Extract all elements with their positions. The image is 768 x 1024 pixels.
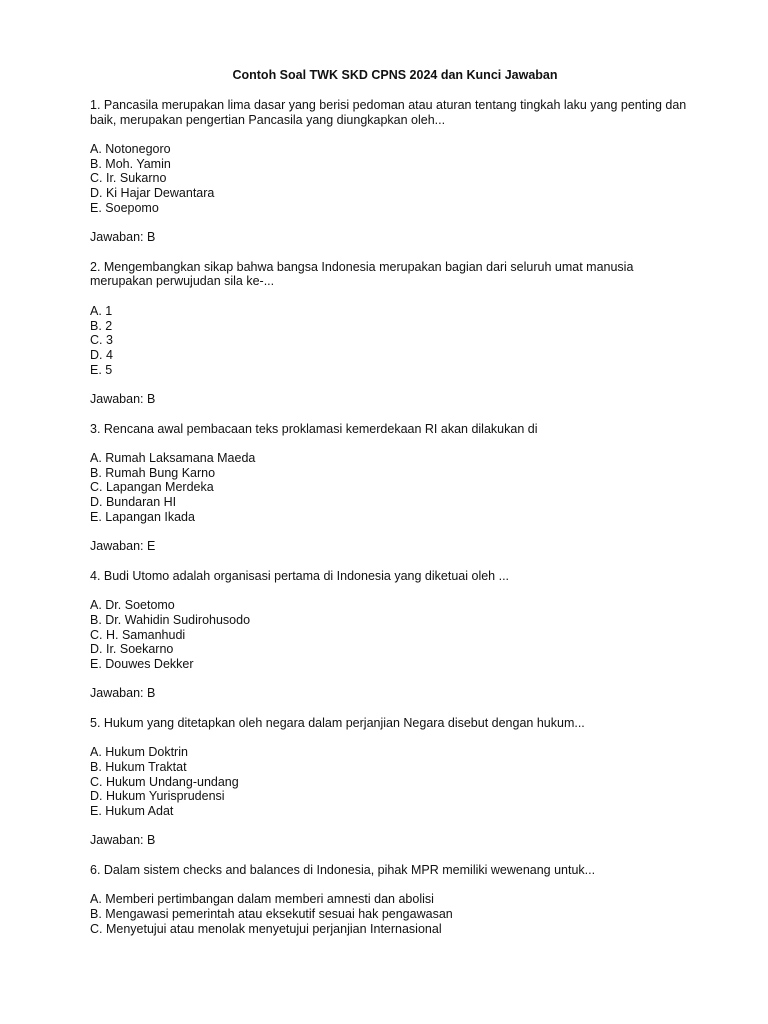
option-list — [90, 451, 690, 525]
question-text: 4. Budi Utomo adalah organisasi pertama di Indonesia yang diketuai oleh ... — [90, 568, 510, 583]
question-2 — [90, 260, 690, 407]
question-4 — [90, 569, 690, 702]
answer-key: Jawaban: B — [90, 686, 156, 701]
answer-key: Jawaban: B — [90, 230, 156, 245]
option-b: B. Dr. Wahidin Sudirohusodo — [90, 612, 251, 627]
option-b: B. Moh. Yamin — [90, 156, 171, 171]
option-b: B. 2 — [90, 318, 113, 333]
option-d: D. Bundaran HI — [90, 495, 177, 510]
option-a: A. Rumah Laksamana Maeda — [90, 450, 256, 465]
option-b: B. Mengawasi pemerintah atau eksekutif sesuai hak pengawasan — [90, 906, 453, 921]
option-e: E. Hukum Adat — [90, 804, 174, 819]
option-a: A. Hukum Doktrin — [90, 745, 188, 759]
question-text: 2. Mengembangkan sikap bahwa bangsa Indonesia merupakan bagian dari seluruh umat manusia merupakan perwujudan sila ke-... — [90, 259, 634, 289]
option-c: C. Ir. Sukarno — [90, 171, 167, 186]
option-list — [90, 304, 690, 378]
option-b: B. Rumah Bung Karno — [90, 465, 216, 480]
option-d: D. 4 — [90, 348, 113, 363]
option-b: B. Hukum Traktat — [90, 759, 187, 774]
option-c: C. Menyetujui atau menolak menyetujui perjanjian Internasional — [90, 921, 442, 936]
option-list — [90, 142, 690, 216]
question-5 — [90, 716, 690, 849]
option-d: D. Ki Hajar Dewantara — [90, 186, 215, 201]
option-a: A. Dr. Soetomo — [90, 597, 175, 612]
question-6 — [90, 863, 690, 937]
option-list — [90, 892, 690, 936]
document-title: Contoh Soal TWK SKD CPNS 2024 dan Kunci Jawaban — [232, 68, 558, 82]
option-c: C. Lapangan Merdeka — [90, 480, 214, 495]
question-text: 3. Rencana awal pembacaan teks proklamasi kemerdekaan RI akan dilakukan di — [90, 421, 538, 436]
question-text: 1. Pancasila merupakan lima dasar yang berisi pedoman atau aturan tentang tingkah laku yang penting dan baik, merupakan pengertian Pancasila yang diungkapkan oleh... — [90, 97, 687, 127]
option-e: E. Douwes Dekker — [90, 657, 194, 672]
question-1 — [90, 98, 690, 245]
question-text: 6. Dalam sistem checks and balances di Indonesia, pihak MPR memiliki wewenang untuk... — [90, 862, 596, 877]
option-e: E. 5 — [90, 362, 113, 377]
option-list — [90, 745, 690, 819]
option-list — [90, 598, 690, 672]
answer-key: Jawaban: B — [90, 392, 156, 407]
question-3 — [90, 422, 690, 555]
answer-key: Jawaban: E — [90, 539, 156, 554]
option-c: C. Hukum Undang-undang — [90, 774, 239, 789]
answer-key: Jawaban: B — [90, 833, 156, 848]
option-a: A. 1 — [90, 303, 113, 318]
option-e: E. Lapangan Ikada — [90, 510, 195, 525]
document-page — [90, 68, 690, 951]
option-e: E. Soepomo — [90, 201, 159, 216]
option-a: A. Memberi pertimbangan dalam memberi amnesti dan abolisi — [90, 892, 434, 907]
option-c: C. 3 — [90, 333, 113, 348]
question-text: 5. Hukum yang ditetapkan oleh negara dalam perjanjian Negara disebut dengan hukum... — [90, 715, 585, 730]
option-a: A. Notonegoro — [90, 141, 171, 156]
option-c: C. H. Samanhudi — [90, 627, 186, 642]
option-d: D. Hukum Yurisprudensi — [90, 789, 225, 804]
option-d: D. Ir. Soekarno — [90, 642, 174, 657]
